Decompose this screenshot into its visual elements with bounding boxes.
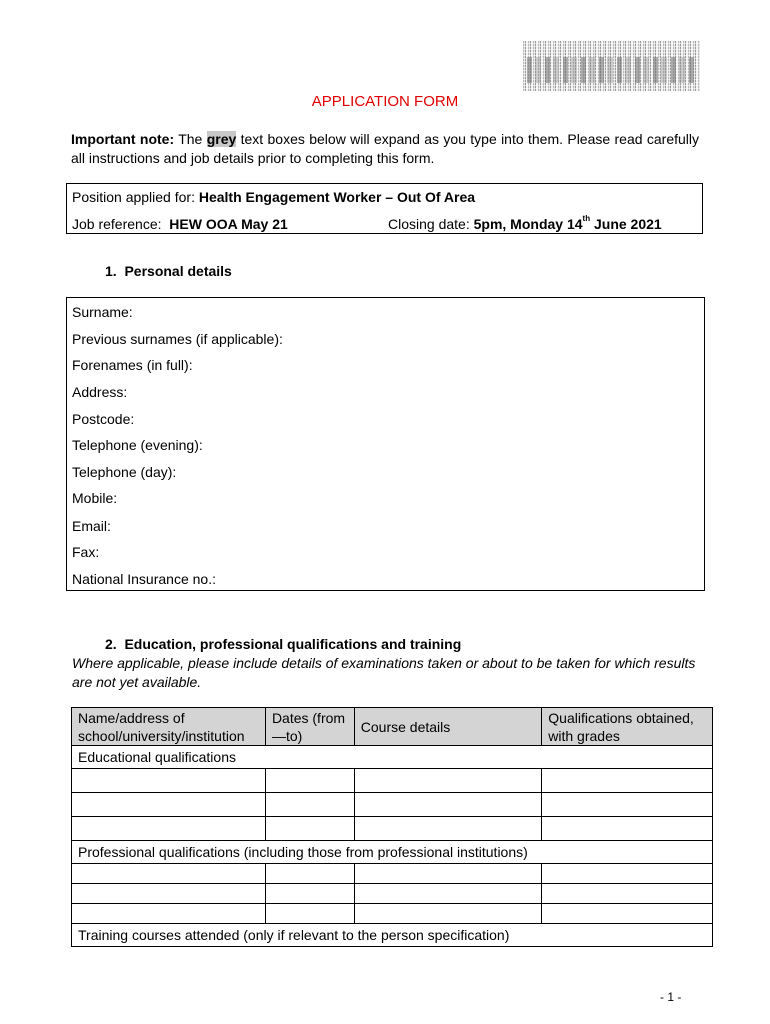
organisation-logo: [523, 41, 700, 91]
note-label: Important note:: [71, 131, 175, 147]
table-cell[interactable]: [72, 884, 266, 904]
table-row: [72, 904, 713, 924]
surname-field[interactable]: Surname:: [72, 304, 133, 320]
table-cell[interactable]: [354, 884, 541, 904]
table-header-row: [72, 708, 713, 746]
position-row: [72, 189, 475, 205]
closing-date-row: [388, 216, 662, 232]
section-personal-details-heading: 1. Personal details: [105, 263, 232, 279]
page-title: APPLICATION FORM: [311, 93, 459, 110]
table-cell[interactable]: [542, 769, 713, 793]
table-cell[interactable]: [72, 864, 266, 884]
job-reference-row: [72, 216, 288, 232]
table-cell[interactable]: [354, 904, 541, 924]
job-reference-value[interactable]: HEW OOA May 21: [169, 216, 288, 232]
table-cell[interactable]: [265, 884, 354, 904]
table-row: [72, 817, 713, 841]
closing-date-ordinal: th: [582, 214, 591, 223]
table-cell[interactable]: [354, 817, 541, 841]
telephone-day-field[interactable]: Telephone (day):: [72, 464, 177, 480]
table-cell[interactable]: [542, 793, 713, 817]
group-label-training: Training courses attended (only if relevant to the person specification): [72, 924, 713, 947]
table-cell[interactable]: [265, 793, 354, 817]
education-table: [71, 707, 713, 947]
table-cell[interactable]: [542, 884, 713, 904]
position-label: Position applied for:: [72, 189, 199, 205]
important-note: [71, 130, 699, 168]
table-cell[interactable]: [265, 769, 354, 793]
note-text-before: The: [174, 131, 207, 147]
table-cell[interactable]: [72, 817, 266, 841]
group-label-educational: Educational qualifications: [72, 746, 713, 769]
closing-date-main: 5pm, Monday 14: [473, 216, 583, 232]
closing-date-label: Closing date:: [388, 216, 474, 232]
telephone-evening-field[interactable]: Telephone (evening):: [72, 437, 203, 453]
job-reference-label: Job reference:: [72, 216, 170, 232]
group-label-professional: Professional qualifications (including those from professional institutions): [72, 841, 713, 864]
forenames-field[interactable]: Forenames (in full):: [72, 357, 193, 373]
table-cell[interactable]: [72, 904, 266, 924]
group-row-educational: [72, 746, 713, 769]
postcode-field[interactable]: Postcode:: [72, 411, 135, 427]
column-header-dates: Dates (from—to): [265, 708, 354, 746]
table-row: [72, 793, 713, 817]
table-cell[interactable]: [354, 793, 541, 817]
table-cell[interactable]: [265, 817, 354, 841]
table-cell[interactable]: [354, 769, 541, 793]
page-number: - 1 -: [660, 990, 682, 1004]
group-row-training: [72, 924, 713, 947]
personal-details-box: [66, 297, 705, 591]
table-row: [72, 884, 713, 904]
note-highlight-grey: grey: [206, 131, 237, 147]
table-row: [72, 864, 713, 884]
previous-surnames-field[interactable]: Previous surnames (if applicable):: [72, 331, 283, 347]
table-cell[interactable]: [265, 904, 354, 924]
table-cell[interactable]: [542, 864, 713, 884]
national-insurance-field[interactable]: National Insurance no.:: [72, 571, 216, 587]
column-header-qualifications: Qualifications obtained, with grades: [542, 708, 713, 746]
section-education-heading: 2. Education, professional qualifications and training: [105, 636, 462, 652]
position-box: [66, 183, 703, 234]
column-header-course: Course details: [354, 708, 541, 746]
closing-date-value[interactable]: [474, 216, 662, 232]
fax-field[interactable]: Fax:: [72, 544, 100, 560]
column-header-institution: Name/address of school/university/institution: [72, 708, 266, 746]
table-cell[interactable]: [542, 904, 713, 924]
address-field[interactable]: Address:: [72, 384, 128, 400]
table-cell[interactable]: [354, 864, 541, 884]
mobile-field[interactable]: Mobile:: [72, 490, 118, 506]
position-value[interactable]: Health Engagement Worker – Out Of Area: [198, 189, 476, 205]
table-cell[interactable]: [542, 817, 713, 841]
email-field[interactable]: Email:: [72, 518, 111, 534]
table-row: [72, 769, 713, 793]
note-text-after: text boxes below will expand as you type into them. Please read carefully all instructions and job details prior to completing this form.: [71, 131, 699, 166]
table-cell[interactable]: [72, 769, 266, 793]
table-cell[interactable]: [72, 793, 266, 817]
closing-date-month: June 2021: [590, 216, 662, 232]
group-row-professional: [72, 841, 713, 864]
education-instructions: Where applicable, please include details of examinations taken or about to be taken for which results are not yet available.: [72, 655, 696, 690]
table-cell[interactable]: [265, 864, 354, 884]
